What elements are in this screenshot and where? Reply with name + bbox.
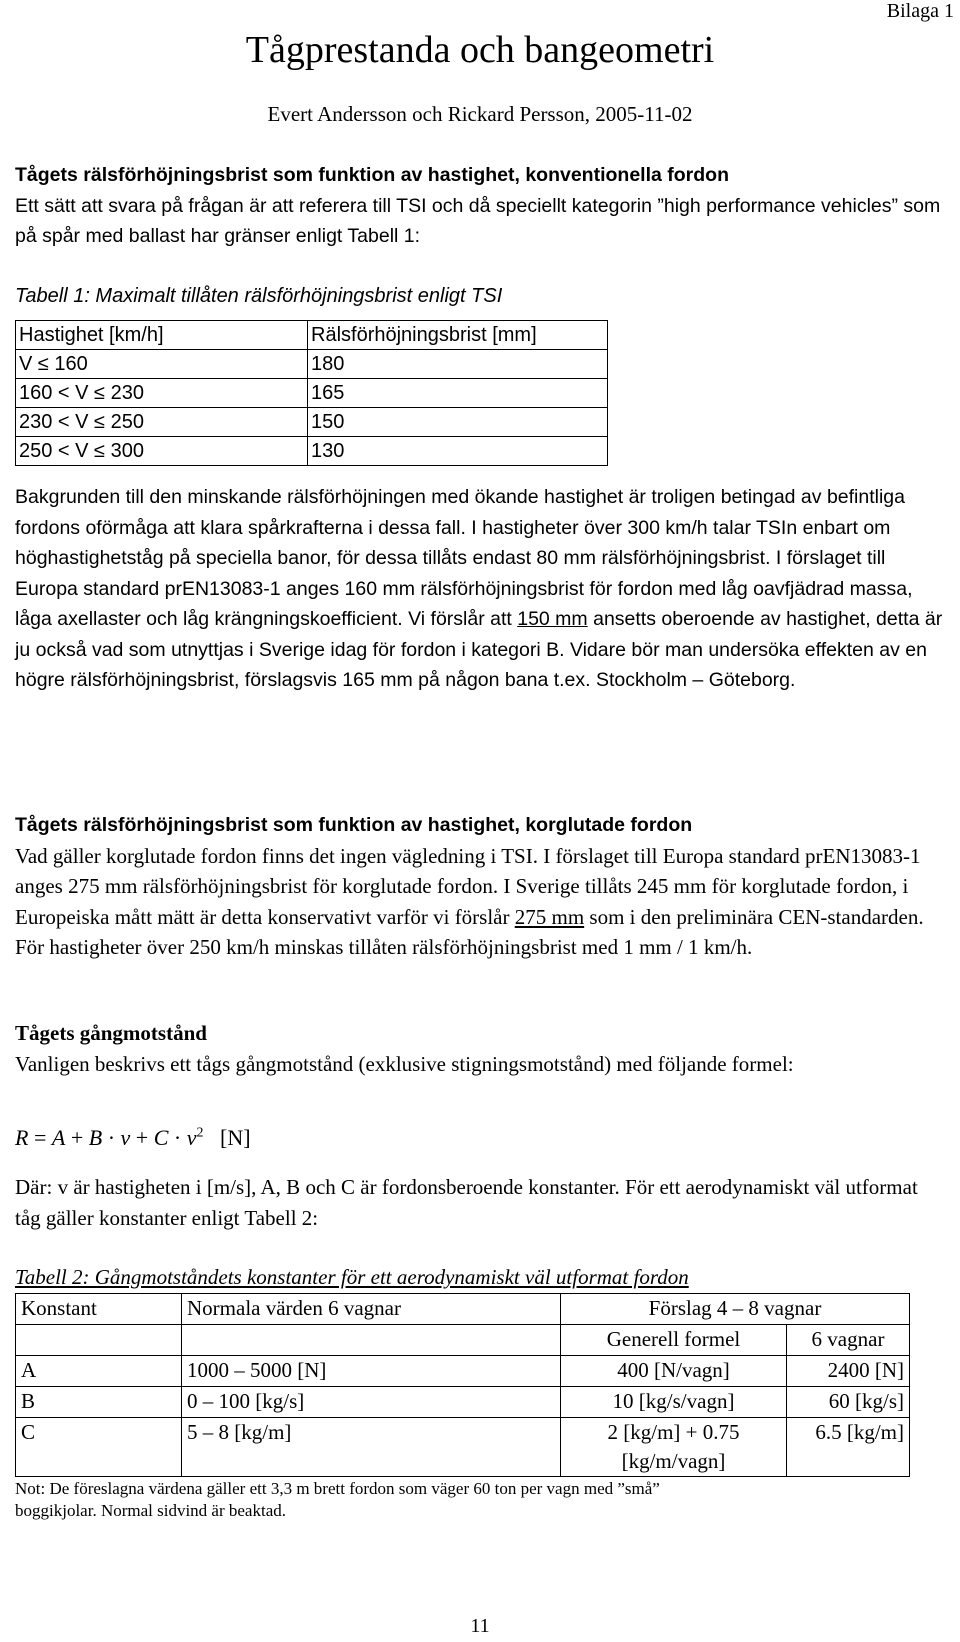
page-number: 11 bbox=[470, 1615, 490, 1637]
paragraph-background bbox=[15, 482, 945, 696]
table-header-cell: Rälsförhöjningsbrist [mm] bbox=[308, 321, 608, 350]
table-cell bbox=[16, 1325, 182, 1356]
table-cell: 130 bbox=[308, 437, 608, 466]
table-cell: 165 bbox=[308, 379, 608, 408]
table-cell: 180 bbox=[308, 350, 608, 379]
section-tilting bbox=[15, 810, 945, 963]
section-heading-tilting: Tågets rälsförhöjningsbrist som funktion av hastighet, korglutade fordon bbox=[15, 814, 693, 836]
note-line: Not: De föreslagna värdena gäller ett 3,3 m brett fordon som väger 60 ton per vagn med ”små” bbox=[15, 1479, 660, 1498]
section-text-tilting bbox=[15, 841, 945, 963]
section-resistance-explanation: Där: v är hastigheten i [m/s], A, B och C är fordonsberoende konstanter. För ett aerodynamiskt väl utformat tåg gäller konstanter enligt Tabell 2: bbox=[15, 1175, 918, 1230]
paragraph-text: Vad gäller korglutade fordon finns det ingen vägledning i TSI. I förslaget till Europa standard prEN13083-1 anges 275 mm rälsförhöjningsbrist för korglutade fordon. I Sverige tillåts 245 mm för korglutade fordon, i Europeiska mått mätt är detta konservativt varför vi förslår bbox=[15, 843, 921, 929]
table-cell: 2400 [N] bbox=[787, 1356, 910, 1387]
table2-note bbox=[15, 1478, 915, 1522]
table-row bbox=[16, 1418, 910, 1477]
table-row bbox=[16, 1387, 910, 1418]
table-row bbox=[16, 350, 608, 379]
cell-line: [kg/m/vagn] bbox=[621, 1449, 726, 1473]
formula-unit: [N] bbox=[220, 1125, 251, 1150]
resistance-formula: $R = A + B \cdot v + C \cdot v^2$ [N] bbox=[15, 1125, 251, 1150]
section-resistance bbox=[15, 1018, 945, 1079]
section-text-resistance: Vanligen beskrivs ett tågs gångmotstånd (exklusive stigningsmotstånd) med följande formel: bbox=[15, 1051, 794, 1076]
table-row bbox=[16, 437, 608, 466]
table1 bbox=[15, 320, 608, 466]
paragraph-text: som i den preliminära CEN-standarden. För hastigheter över 250 km/h minskas tillåten rälsförhöjningsbrist med 1 mm / 1 km/h. bbox=[15, 904, 924, 959]
table-subheader-row bbox=[16, 1325, 910, 1356]
cell-line: 2 [kg/m] + 0.75 bbox=[607, 1420, 740, 1444]
section-conventional bbox=[15, 160, 945, 252]
table-cell: 1000 – 5000 [N] bbox=[182, 1356, 561, 1387]
table-cell: 160 < V ≤ 230 bbox=[16, 379, 308, 408]
paragraph-text: ansetts oberoende av hastighet, detta är ju också vad som utnyttjas i Sverige idag för fordon i kategori B. Vidare bör man undersöka effekten av en högre rälsförhöjningsbrist, förslagsvis 165 mm på någon bana t.ex. Stockholm – Göteborg. bbox=[15, 608, 943, 691]
table-cell: 6.5 [kg/m] bbox=[787, 1418, 910, 1477]
table-header-cell: 6 vagnar bbox=[787, 1325, 910, 1356]
table-cell: 0 – 100 [kg/s] bbox=[182, 1387, 561, 1418]
table-header-cell: Konstant bbox=[16, 1294, 182, 1325]
authors-date: Evert Andersson och Rickard Persson, 2005-11-02 bbox=[267, 102, 693, 126]
table-cell: 400 [N/vagn] bbox=[561, 1356, 787, 1387]
table-header-row bbox=[16, 1294, 910, 1325]
section-heading-resistance: Tågets gångmotstånd bbox=[15, 1021, 207, 1045]
appendix-label: Bilaga 1 bbox=[886, 0, 954, 22]
table-row bbox=[16, 1356, 910, 1387]
table-row bbox=[16, 408, 608, 437]
table-cell: V ≤ 160 bbox=[16, 350, 308, 379]
table-cell: C bbox=[16, 1418, 182, 1477]
table2-caption: Tabell 2: Gångmotståndets konstanter för ett aerodynamiskt väl utformat fordon bbox=[15, 1265, 689, 1289]
table-cell: B bbox=[16, 1387, 182, 1418]
table1-caption: Tabell 1: Maximalt tillåten rälsförhöjningsbrist enligt TSI bbox=[15, 285, 503, 307]
document-title: Tågprestanda och bangeometri bbox=[245, 29, 715, 71]
table-cell: 230 < V ≤ 250 bbox=[16, 408, 308, 437]
table2 bbox=[15, 1293, 910, 1477]
table-cell: A bbox=[16, 1356, 182, 1387]
table-cell: 5 – 8 [kg/m] bbox=[182, 1418, 561, 1477]
underlined-value: 150 mm bbox=[517, 608, 588, 630]
paragraph-text: Bakgrunden till den minskande rälsförhöjningen med ökande hastighet är troligen betingad av befintliga fordons oförmåga att klara spårkrafterna i dessa fall. I hastigheter över 300 km/h talar TSIn enbart om höghastighetståg på speciella banor, för dessa tillåts endast 80 mm rälsförhöjningsbrist. I förslaget till Europa standard prEN13083-1 anges 160 mm rälsförhöjningsbrist för fordon med låg oavfjädrad massa, låga axellaster och låg krängningskoefficient. Vi förslår att bbox=[15, 486, 913, 630]
table-cell bbox=[182, 1325, 561, 1356]
table-cell: 10 [kg/s/vagn] bbox=[561, 1387, 787, 1418]
table-cell bbox=[561, 1418, 787, 1477]
table-header-cell: Normala värden 6 vagnar bbox=[182, 1294, 561, 1325]
table-header-row bbox=[16, 321, 608, 350]
section-text-conventional: Ett sätt att svara på frågan är att referera till TSI och då speciellt kategorin ”high performance vehicles” som på spår med ballast har gränser enligt Tabell 1: bbox=[15, 194, 941, 247]
table-cell: 250 < V ≤ 300 bbox=[16, 437, 308, 466]
table-cell: 60 [kg/s] bbox=[787, 1387, 910, 1418]
underlined-value: 275 mm bbox=[514, 904, 585, 929]
note-line: boggikjolar. Normal sidvind är beaktad. bbox=[15, 1501, 286, 1520]
table-header-cell: Hastighet [km/h] bbox=[16, 321, 308, 350]
table-cell: 150 bbox=[308, 408, 608, 437]
table-header-cell: Förslag 4 – 8 vagnar bbox=[561, 1294, 910, 1325]
table-header-cell: Generell formel bbox=[561, 1325, 787, 1356]
section-heading-conventional: Tågets rälsförhöjningsbrist som funktion av hastighet, konventionella fordon bbox=[15, 164, 729, 186]
table-row bbox=[16, 379, 608, 408]
